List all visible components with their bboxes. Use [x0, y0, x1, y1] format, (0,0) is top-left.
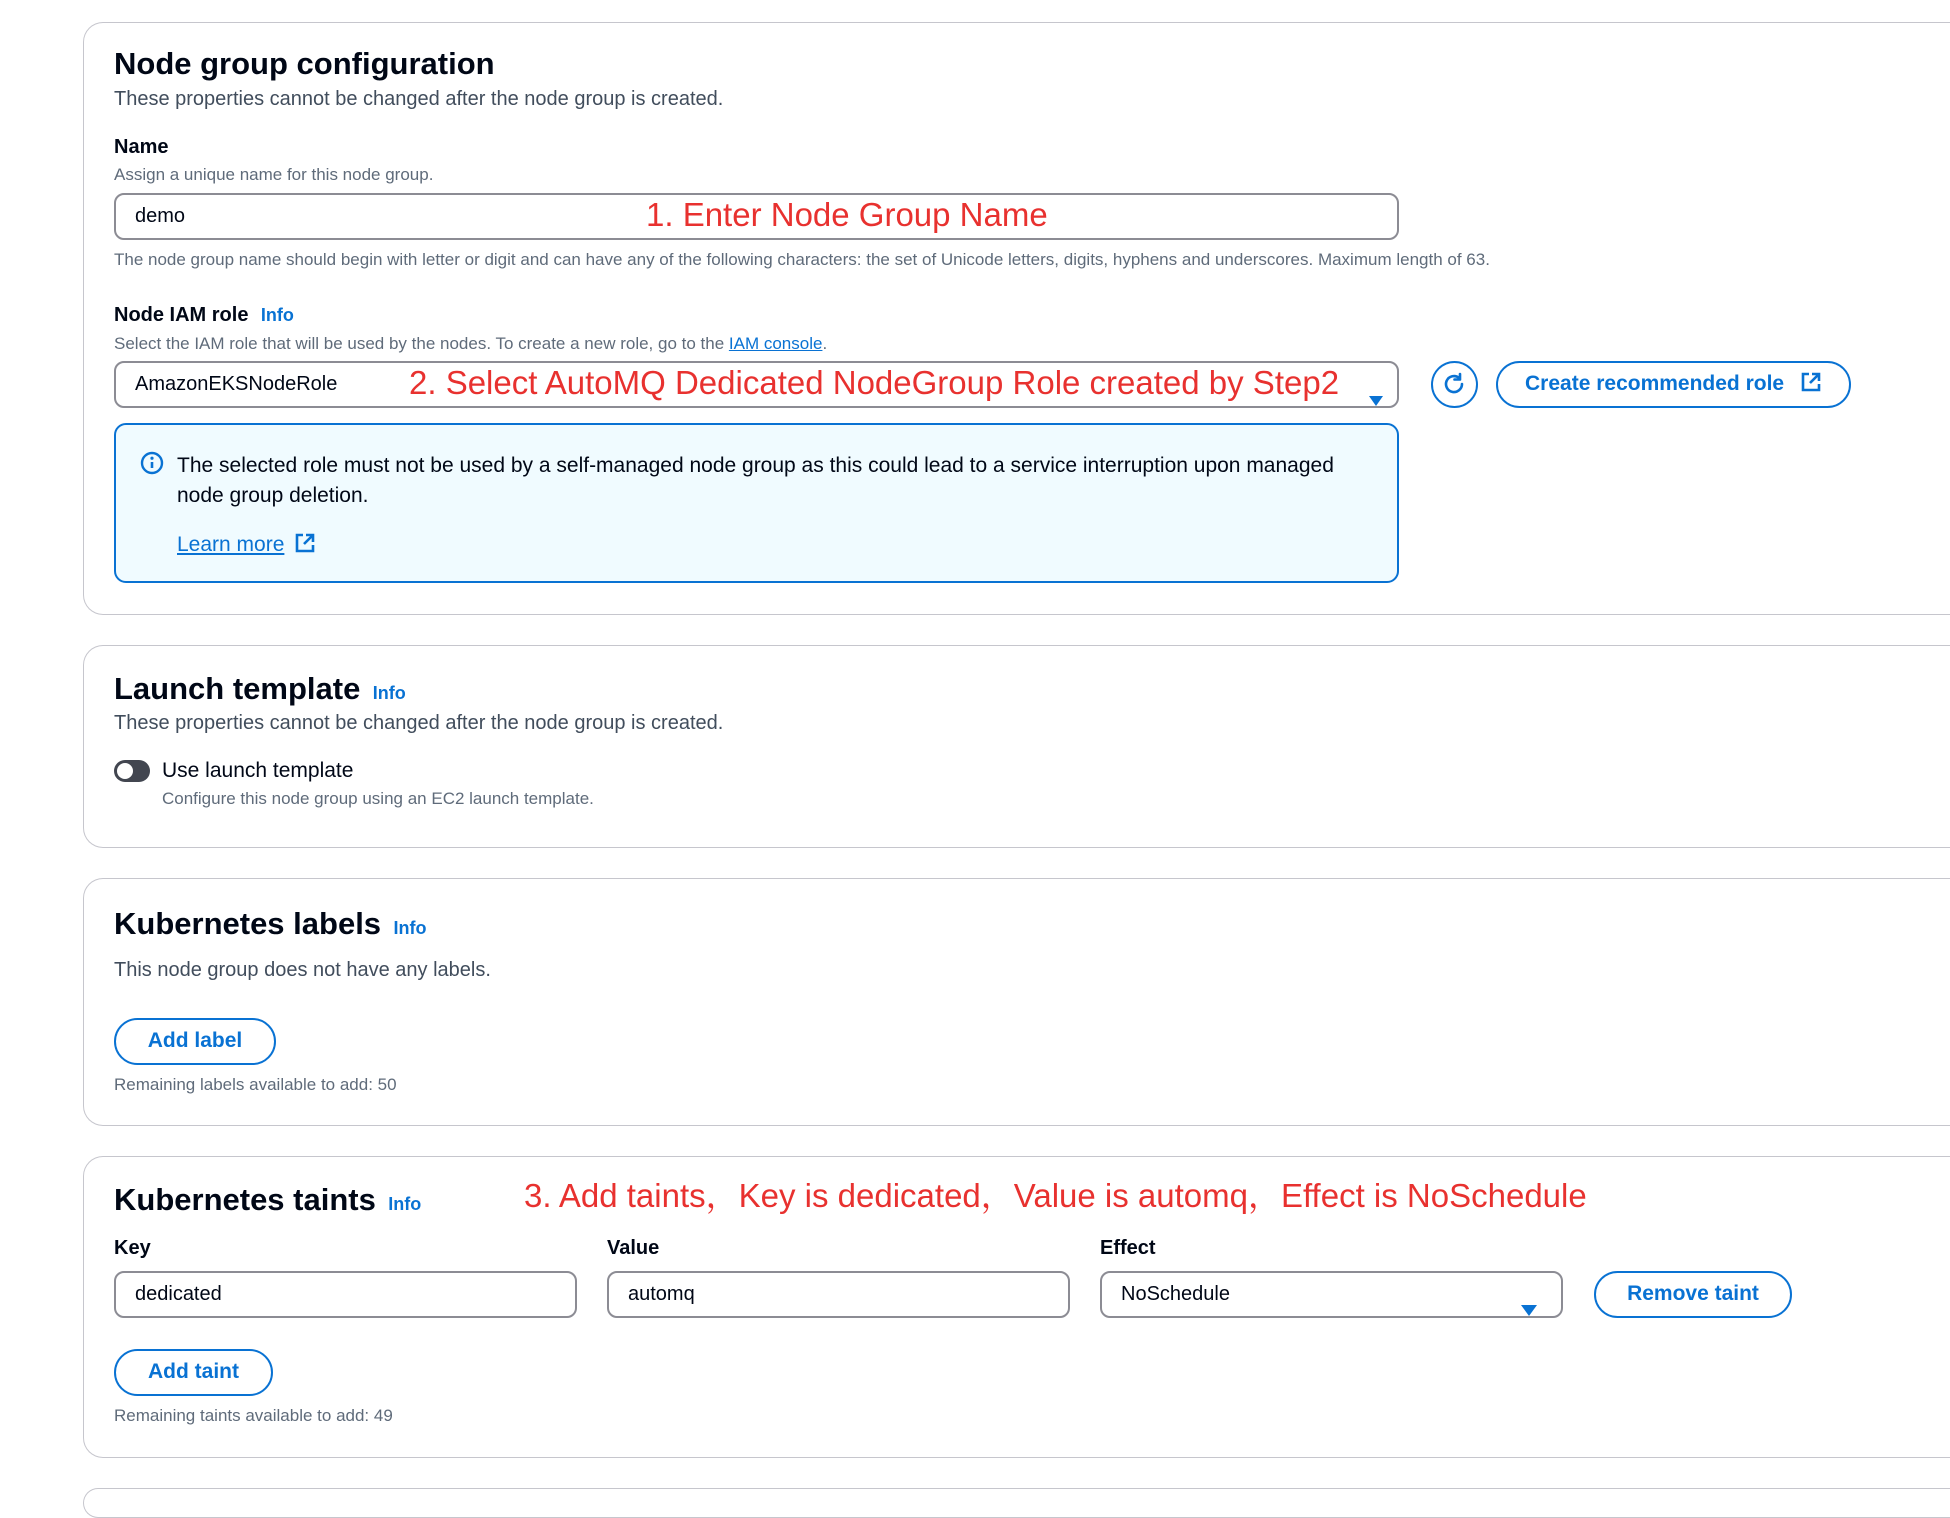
- add-label-button[interactable]: Add label: [114, 1018, 276, 1065]
- launch-template-panel: [83, 645, 1950, 848]
- iam-role-alert: [114, 423, 1399, 583]
- add-taint-button[interactable]: Add taint: [114, 1349, 273, 1396]
- name-annotation: 1. Enter Node Group Name: [646, 196, 1048, 233]
- name-constraint: The node group name should begin with letter or digit and can have any of the following characters: the set of Unicode letters, digits, hyphens and underscores. Maximum length of 63.: [114, 250, 1490, 269]
- taint-key-label: Key: [114, 1237, 151, 1259]
- launch-template-heading: [114, 671, 406, 707]
- iam-label-row: [114, 304, 294, 327]
- iam-hint-text: Select the IAM role that will be used by the nodes. To create a new role, go to the: [114, 334, 729, 353]
- iam-hint-suffix: .: [822, 334, 828, 353]
- learn-more-link[interactable]: [177, 532, 316, 560]
- labels-info-link[interactable]: Info: [393, 918, 427, 938]
- iam-role-value: AmazonEKSNodeRole: [135, 373, 338, 395]
- name-hint: Assign a unique name for this node group.: [114, 165, 434, 184]
- external-link-icon: [1800, 366, 1822, 408]
- taint-effect-label: Effect: [1100, 1237, 1156, 1259]
- kubernetes-taints-panel: [83, 1156, 1950, 1458]
- labels-heading: [114, 906, 427, 942]
- refresh-button[interactable]: [1431, 361, 1478, 408]
- toggle-knob: [117, 763, 133, 779]
- taint-key-input[interactable]: dedicated: [114, 1271, 577, 1318]
- iam-info-link[interactable]: Info: [260, 305, 294, 325]
- taints-heading: [114, 1182, 421, 1218]
- create-role-label: Create recommended role: [1525, 372, 1785, 395]
- launch-template-title: Launch template: [114, 671, 361, 706]
- launch-template-description: These properties cannot be changed after the node group is created.: [114, 712, 724, 734]
- taint-value-input[interactable]: automq: [607, 1271, 1070, 1318]
- refresh-icon: [1442, 372, 1466, 401]
- taint-effect-value: NoSchedule: [1121, 1283, 1230, 1305]
- name-label: Name: [114, 136, 169, 158]
- taint-effect-select[interactable]: [1100, 1271, 1563, 1318]
- caret-down-icon: [1521, 1289, 1537, 1331]
- node-group-description: These properties cannot be changed after the node group is created.: [114, 88, 724, 110]
- labels-title: Kubernetes labels: [114, 906, 382, 941]
- iam-label: Node IAM role: [114, 304, 249, 326]
- taints-info-link[interactable]: Info: [388, 1194, 422, 1214]
- taints-remaining: Remaining taints available to add: 49: [114, 1406, 393, 1425]
- kubernetes-labels-panel: [83, 878, 1950, 1126]
- name-input[interactable]: demo: [114, 193, 1399, 240]
- caret-down-icon: [1369, 379, 1383, 421]
- node-group-title: Node group configuration: [114, 46, 495, 81]
- launch-template-info-link[interactable]: Info: [372, 683, 406, 703]
- next-panel-edge: [83, 1488, 1950, 1518]
- taints-title: Kubernetes taints: [114, 1182, 376, 1217]
- labels-remaining: Remaining labels available to add: 50: [114, 1075, 397, 1094]
- learn-more-text: Learn more: [177, 533, 285, 556]
- use-launch-template-hint: Configure this node group using an EC2 launch template.: [162, 789, 594, 808]
- iam-annotation: 2. Select AutoMQ Dedicated NodeGroup Role created by Step2: [409, 364, 1340, 401]
- external-link-icon: [294, 532, 316, 560]
- alert-line-2: node group deletion.: [177, 484, 369, 507]
- remove-taint-button[interactable]: Remove taint: [1594, 1271, 1792, 1318]
- alert-line-1: The selected role must not be used by a self-managed node group as this could lead to a service interruption upon managed: [177, 454, 1334, 477]
- use-launch-template-label: Use launch template: [162, 759, 354, 782]
- use-launch-template-toggle[interactable]: [114, 760, 150, 782]
- info-circle-icon: [140, 451, 164, 480]
- labels-empty-text: This node group does not have any labels.: [114, 959, 491, 981]
- iam-console-link[interactable]: IAM console: [728, 334, 823, 353]
- node-group-configuration-panel: [83, 22, 1950, 615]
- taint-value-label: Value: [607, 1237, 660, 1259]
- iam-hint: [114, 334, 827, 354]
- create-recommended-role-button[interactable]: [1496, 361, 1851, 408]
- taints-annotation: 3. Add taints，Key is dedicated，Value is automq，Effect is NoSchedule: [524, 1177, 1587, 1214]
